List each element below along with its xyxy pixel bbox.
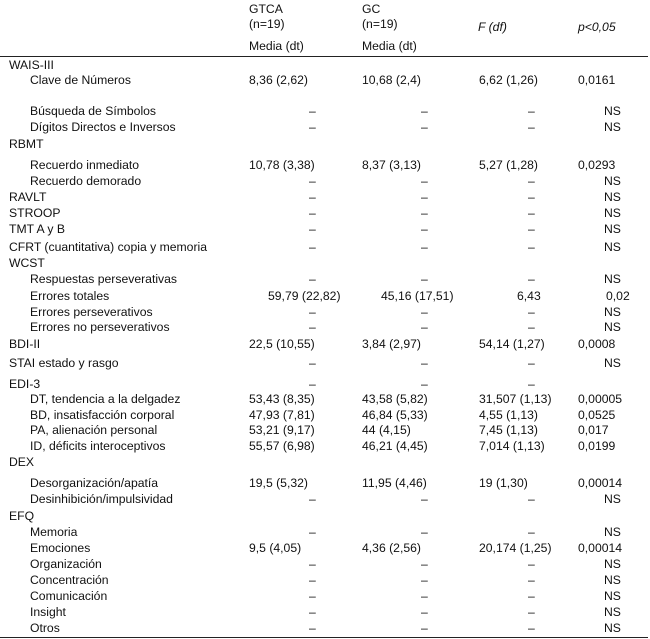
row-label: PA, alienación personal (30, 423, 158, 437)
f-value: 54,14 (1,27) (479, 337, 545, 351)
gc-value: – (421, 621, 428, 635)
f-value: – (528, 120, 535, 134)
p-value: NS (604, 320, 621, 334)
gc-header-name: GC (362, 2, 381, 16)
gtca-value: – (309, 320, 316, 334)
row-label: ID, déficits interoceptivos (30, 439, 166, 453)
row-label: BD, insatisfacción corporal (30, 408, 175, 422)
f-value: – (528, 320, 535, 334)
gc-value: – (421, 174, 428, 188)
f-value: 5,27 (1,28) (479, 158, 538, 172)
p-value: 0,02 (606, 289, 630, 303)
header-rule (0, 56, 648, 57)
gtca-value: – (309, 272, 316, 286)
section-label: BDI-II (9, 337, 41, 351)
gc-value: – (421, 605, 428, 619)
row-label: Desinhibición/impulsividad (30, 492, 173, 506)
p-value: NS (604, 573, 621, 587)
f-value: – (528, 305, 535, 319)
p-value: NS (604, 305, 621, 319)
row-label: Búsqueda de Símbolos (30, 104, 157, 118)
f-value: – (528, 272, 535, 286)
section-label: STROOP (9, 206, 61, 220)
row-label: Errores perseverativos (30, 305, 153, 319)
f-header: F (df) (478, 20, 507, 34)
p-value: 0,0199 (578, 439, 616, 453)
gc-value: – (421, 356, 428, 370)
section-label: EDI-3 (9, 377, 41, 391)
p-value: NS (604, 206, 621, 220)
row-label: Otros (30, 621, 60, 635)
p-value: 0,0161 (578, 73, 616, 87)
gtca-header-stat: Media (dt) (249, 39, 304, 53)
gtca-value: – (309, 206, 316, 220)
gtca-value: – (309, 190, 316, 204)
f-value: 7,014 (1,13) (479, 439, 545, 453)
f-value: 31,507 (1,13) (479, 392, 552, 406)
row-label: Recuerdo demorado (30, 174, 142, 188)
gc-value: 46,84 (5,33) (362, 408, 428, 422)
row-label: Comunicación (30, 589, 108, 603)
p-header: p<0,05 (578, 20, 616, 34)
gc-value: – (421, 222, 428, 236)
f-value: – (528, 377, 535, 391)
gc-value: – (421, 305, 428, 319)
gtca-value: – (309, 120, 316, 134)
f-value: – (528, 206, 535, 220)
section-label: TMT A y B (9, 222, 65, 236)
gtca-value: 55,57 (6,98) (249, 439, 315, 453)
f-value: 6,43 (517, 289, 541, 303)
gtca-value: – (309, 573, 316, 587)
p-value: 0,0293 (578, 158, 616, 172)
f-value: – (528, 573, 535, 587)
row-label: Clave de Números (30, 73, 131, 87)
gc-value: – (421, 573, 428, 587)
gtca-value: 53,43 (8,35) (249, 392, 315, 406)
row-label: Errores totales (30, 289, 110, 303)
f-value: – (528, 240, 535, 254)
p-value: NS (604, 621, 621, 635)
gtca-value: 53,21 (9,17) (249, 423, 315, 437)
p-value: NS (604, 190, 621, 204)
gc-value: – (421, 589, 428, 603)
p-value: NS (604, 356, 621, 370)
gc-value: – (421, 206, 428, 220)
section-label: EFQ (9, 509, 35, 523)
f-value: – (528, 190, 535, 204)
gtca-value: 8,36 (2,62) (249, 73, 308, 87)
row-label: DT, tendencia a la delgadez (30, 392, 181, 406)
gc-value: – (421, 557, 428, 571)
p-value: 0,00014 (578, 476, 623, 490)
p-value: 0,0525 (578, 408, 616, 422)
gtca-header-name: GTCA (249, 2, 283, 16)
gc-value: – (421, 492, 428, 506)
p-value: 0,0008 (578, 337, 616, 351)
p-value: NS (604, 492, 621, 506)
row-label: Organización (30, 557, 102, 571)
gtca-value: 9,5 (4,05) (249, 541, 302, 555)
p-value: NS (604, 557, 621, 571)
p-value: 0,017 (578, 423, 609, 437)
gc-value: 46,21 (4,45) (362, 439, 428, 453)
gtca-value: – (309, 377, 316, 391)
gc-header-n: (n=19) (362, 17, 398, 31)
bottom-rule (0, 637, 648, 638)
f-value: – (528, 525, 535, 539)
f-value: 19 (1,30) (479, 476, 528, 490)
gtca-value: – (309, 621, 316, 635)
row-label: Desorganización/apatía (30, 476, 159, 490)
gc-value: – (421, 320, 428, 334)
gc-value: 10,68 (2,4) (362, 73, 421, 87)
gtca-value: – (309, 174, 316, 188)
f-value: – (528, 492, 535, 506)
row-label: Respuestas perseverativas (30, 272, 177, 286)
p-value: NS (604, 272, 621, 286)
gtca-value: – (309, 356, 316, 370)
p-value: NS (604, 240, 621, 254)
gc-value: – (421, 525, 428, 539)
row-label: Errores no perseverativos (30, 320, 170, 334)
gc-value: 8,37 (3,13) (362, 158, 421, 172)
p-value: NS (604, 104, 621, 118)
f-value: – (528, 104, 535, 118)
gc-value: – (421, 190, 428, 204)
p-value: 0,00005 (578, 392, 623, 406)
gc-value: – (421, 104, 428, 118)
row-label: Concentración (30, 573, 109, 587)
f-value: – (528, 605, 535, 619)
gtca-value: – (309, 240, 316, 254)
row-label: Dígitos Directos e Inversos (30, 120, 176, 134)
gtca-value: – (309, 222, 316, 236)
f-value: – (528, 621, 535, 635)
gc-value: – (421, 377, 428, 391)
gtca-value: 22,5 (10,55) (249, 337, 315, 351)
section-label: CFRT (cuantitativa) copia y memoria (9, 240, 207, 254)
gc-value: – (421, 240, 428, 254)
gtca-header-n: (n=19) (249, 17, 285, 31)
f-value: 20,174 (1,25) (479, 541, 552, 555)
row-label: Memoria (30, 525, 78, 539)
f-value: – (528, 222, 535, 236)
section-label: WCST (9, 256, 45, 270)
gtca-value: 19,5 (5,32) (249, 476, 308, 490)
p-value: NS (604, 120, 621, 134)
section-label: RBMT (9, 137, 44, 151)
f-value: – (528, 589, 535, 603)
section-label: STAI estado y rasgo (9, 356, 119, 370)
gtca-value: – (309, 492, 316, 506)
p-value: NS (604, 589, 621, 603)
f-value: 7,45 (1,13) (479, 423, 538, 437)
row-label: Insight (30, 605, 66, 619)
section-label: WAIS-III (9, 58, 54, 72)
gc-value: 43,58 (5,82) (362, 392, 428, 406)
gc-value: 4,36 (2,56) (362, 541, 421, 555)
p-value: NS (604, 222, 621, 236)
gc-header-stat: Media (dt) (362, 39, 417, 53)
p-value: 0,00014 (578, 541, 623, 555)
p-value: NS (604, 174, 621, 188)
f-value: 4,55 (1,13) (479, 408, 538, 422)
gc-value: – (421, 272, 428, 286)
gtca-value: – (309, 557, 316, 571)
f-value: – (528, 174, 535, 188)
gtca-value: 10,78 (3,38) (249, 158, 315, 172)
gc-value: 3,84 (2,97) (362, 337, 421, 351)
f-value: – (528, 356, 535, 370)
row-label: Emociones (30, 541, 91, 555)
f-value: 6,62 (1,26) (479, 73, 538, 87)
gtca-value: – (309, 605, 316, 619)
row-label: Recuerdo inmediato (30, 158, 140, 172)
gc-value: 11,95 (4,46) (362, 476, 427, 490)
p-value: NS (604, 525, 621, 539)
p-value: NS (604, 605, 621, 619)
gtca-value: – (309, 525, 316, 539)
f-value: – (528, 557, 535, 571)
gc-value: 44 (4,15) (362, 423, 411, 437)
section-label: DEX (9, 455, 35, 469)
gtca-value: 59,79 (22,82) (268, 289, 341, 303)
gtca-value: 47,93 (7,81) (249, 408, 315, 422)
gtca-value: – (309, 305, 316, 319)
gtca-value: – (309, 104, 316, 118)
gc-value: – (421, 120, 428, 134)
section-label: RAVLT (9, 190, 47, 204)
gtca-value: – (309, 589, 316, 603)
gc-value: 45,16 (17,51) (381, 289, 454, 303)
